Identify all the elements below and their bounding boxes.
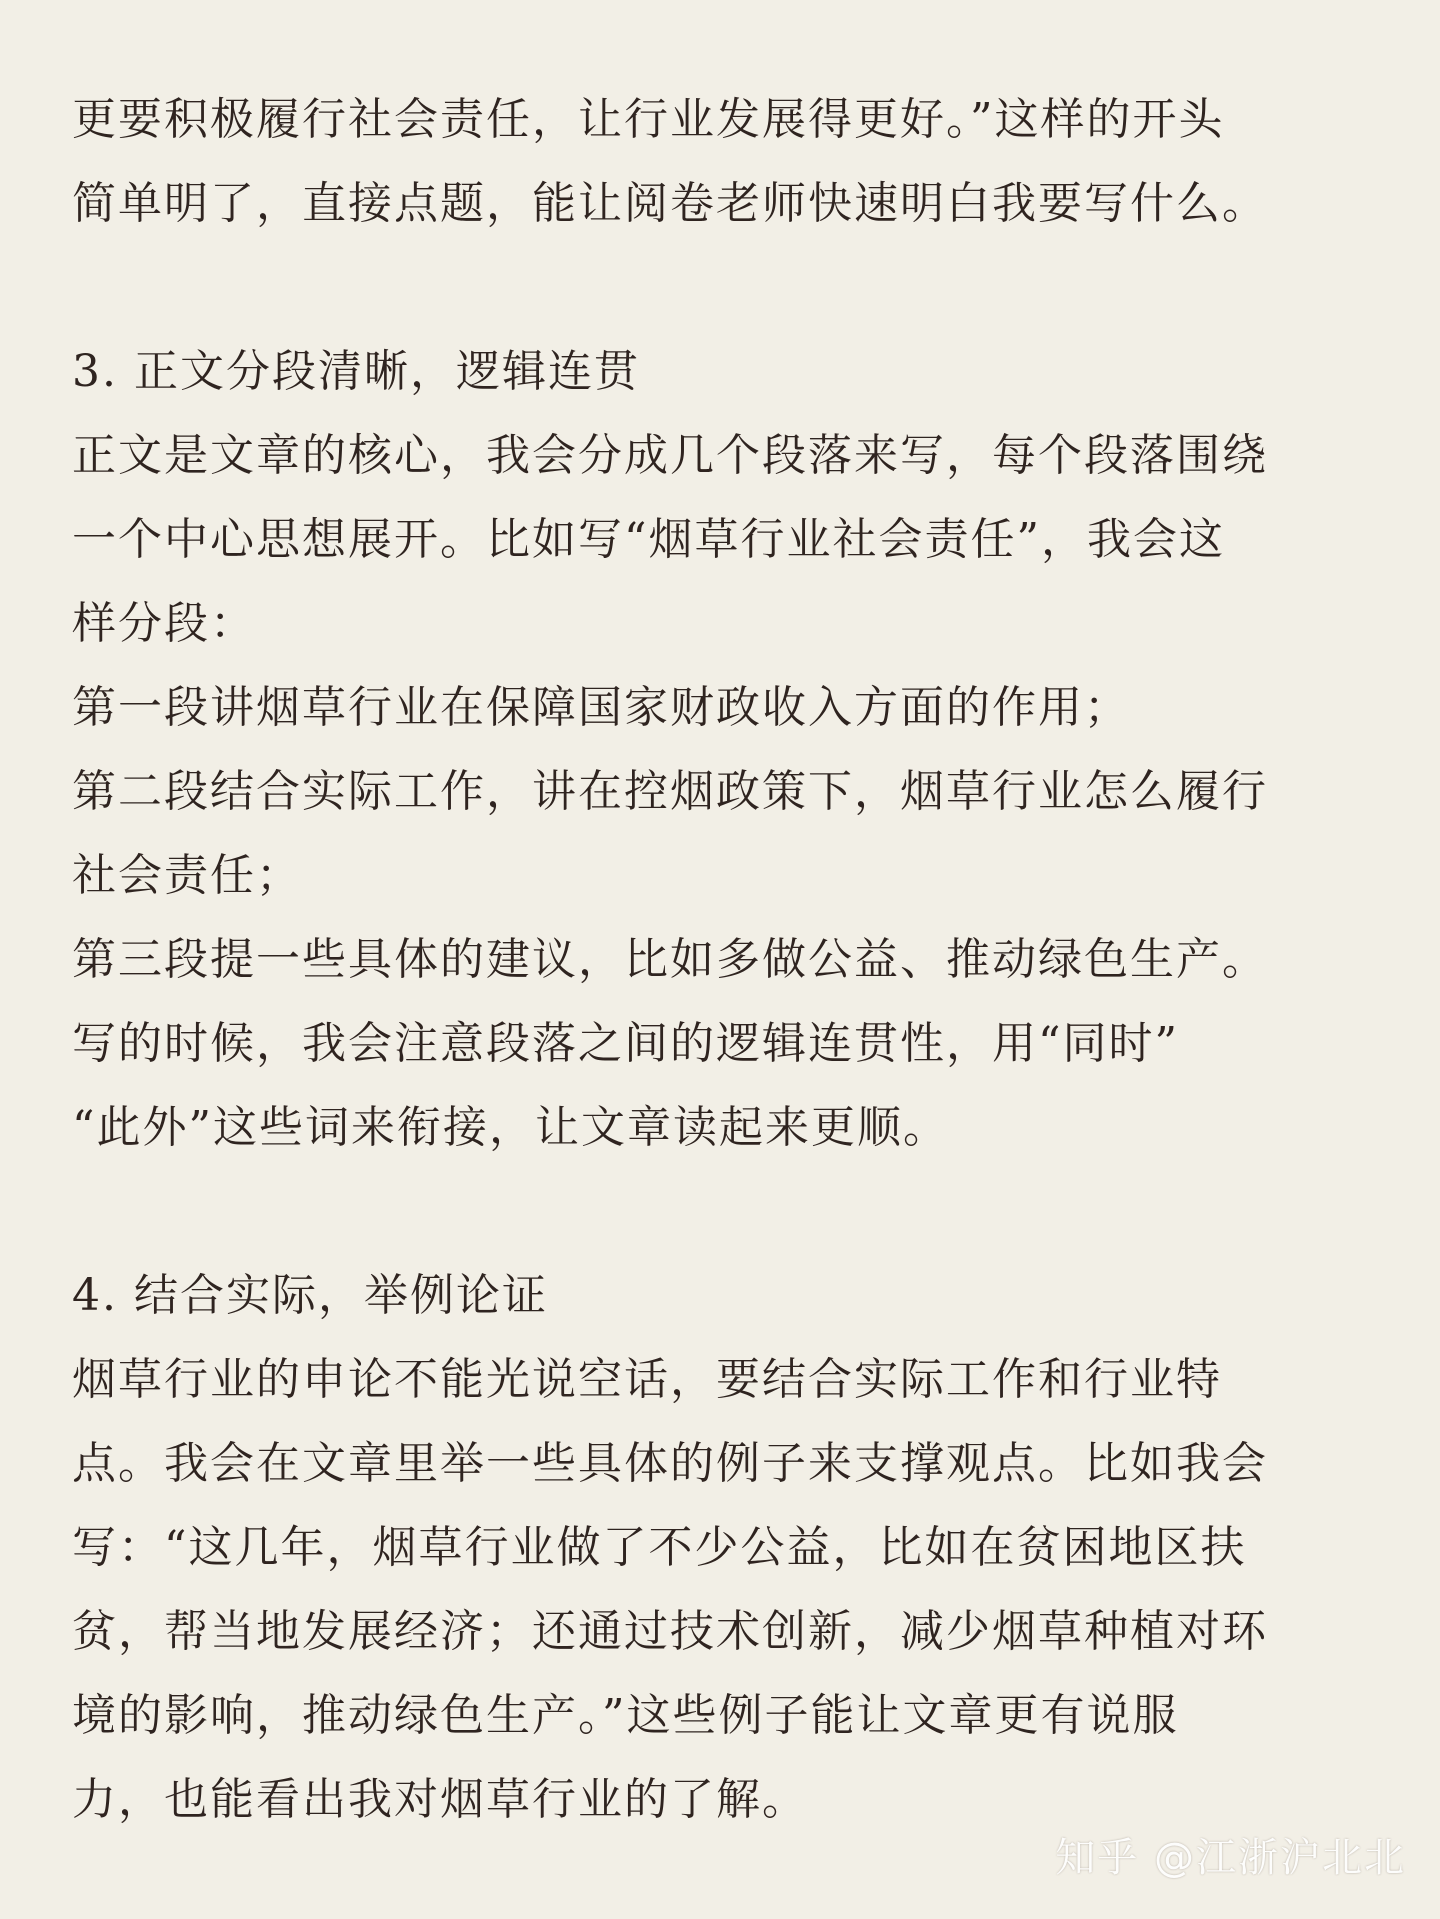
text-line: 社会责任； xyxy=(72,850,302,901)
paragraph-gap xyxy=(72,1170,1372,1254)
text-line: 贫，帮当地发展经济；还通过技术创新，减少烟草种植对环 xyxy=(72,1606,1268,1657)
paragraph-gap xyxy=(72,246,1372,330)
text-line: 简单明了，直接点题，能让阅卷老师快速明白我要写什么。 xyxy=(72,178,1268,229)
text-line: 点。我会在文章里举一些具体的例子来支撑观点。比如我会 xyxy=(72,1438,1268,1489)
text-line: 写的时候，我会注意段落之间的逻辑连贯性，用“同时” xyxy=(72,1018,1179,1069)
section-heading: 4. 结合实际，举例论证 xyxy=(72,1270,548,1321)
text-line: 正文是文章的核心，我会分成几个段落来写，每个段落围绕 xyxy=(72,430,1268,481)
text-line: 境的影响，推动绿色生产。”这些例子能让文章更有说服 xyxy=(72,1690,1179,1741)
text-line: 样分段： xyxy=(72,598,256,649)
text-line: 烟草行业的申论不能光说空话，要结合实际工作和行业特 xyxy=(72,1354,1222,1405)
section-heading: 3. 正文分段清晰，逻辑连贯 xyxy=(72,346,640,397)
text-line: 第三段提一些具体的建议，比如多做公益、推动绿色生产。 xyxy=(72,934,1268,985)
section-2-tail xyxy=(72,78,1372,246)
section-4 xyxy=(72,1254,1372,1842)
zhihu-watermark: 知乎 @江浙沪北北 xyxy=(1055,1835,1406,1881)
text-line: 力，也能看出我对烟草行业的了解。 xyxy=(72,1774,808,1825)
section-3 xyxy=(72,330,1372,1170)
text-line: 一个中心思想展开。比如写“烟草行业社会责任”，我会这 xyxy=(72,514,1225,565)
text-line: 第二段结合实际工作，讲在控烟政策下，烟草行业怎么履行 xyxy=(72,766,1268,817)
text-line: “此外”这些词来衔接，让文章读起来更顺。 xyxy=(72,1102,949,1153)
text-line: 写：“这几年，烟草行业做了不少公益，比如在贫困地区扶 xyxy=(72,1522,1247,1573)
text-line: 更要积极履行社会责任，让行业发展得更好。”这样的开头 xyxy=(72,94,1225,145)
text-line: 第一段讲烟草行业在保障国家财政收入方面的作用； xyxy=(72,682,1130,733)
article-body xyxy=(72,78,1372,1842)
